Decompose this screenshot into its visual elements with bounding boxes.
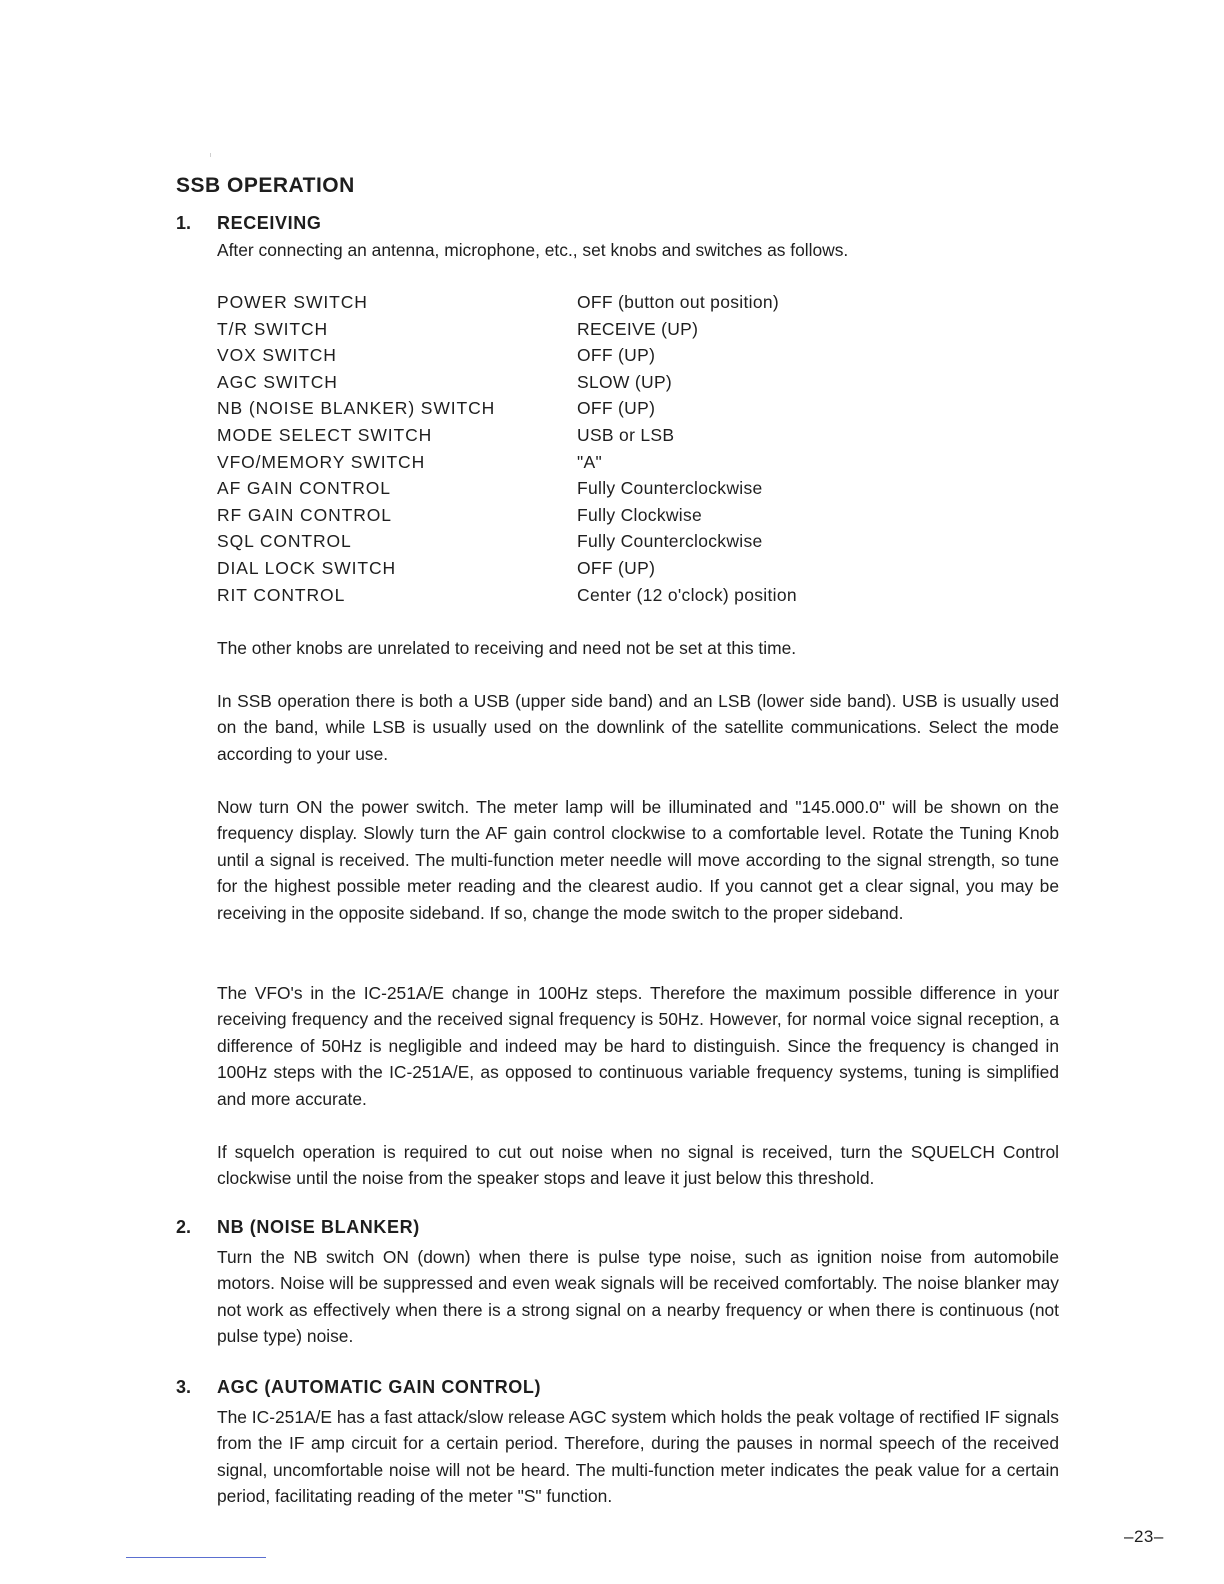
control-name: T/R SWITCH [217, 318, 329, 339]
settings-row [217, 395, 917, 422]
paragraph: The VFO's in the IC-251A/E change in 100Hz steps. Therefore the maximum possible difference in your receiving frequency and the received signal frequency is 50Hz. However, for normal voice signal reception, a difference of 50Hz is negligible and indeed may be hard to distinguish. Since the frequency is changed in 100Hz steps with the IC-251A/E, as opposed to continuous variable frequency systems, tuning is simplified and more accurate. [217, 983, 1059, 1109]
paragraph: The other knobs are unrelated to receiving and need not be set at this time. [217, 638, 797, 658]
control-setting: OFF (button out position) [577, 292, 780, 312]
control-name: SQL CONTROL [217, 531, 352, 552]
control-setting: OFF (UP) [577, 345, 656, 366]
settings-row [217, 475, 917, 502]
settings-table [217, 289, 917, 608]
control-name: AGC SWITCH [217, 371, 338, 392]
settings-row [217, 289, 917, 316]
paragraph: If squelch operation is required to cut out noise when no signal is received, turn the SQUELCH Control clockwise until the noise from the speaker stops and leave it just below this threshold. [217, 1142, 1059, 1189]
bottom-rule [126, 1557, 266, 1558]
settings-row [217, 369, 917, 396]
control-setting: OFF (UP) [577, 557, 656, 578]
section-3-number: 3. [176, 1377, 192, 1397]
settings-row [217, 449, 917, 476]
settings-row [217, 502, 917, 529]
control-name: DIAL LOCK SWITCH [217, 557, 397, 578]
control-name: AF GAIN CONTROL [217, 478, 391, 499]
scan-mark [210, 153, 211, 157]
page-title: SSB OPERATION [176, 174, 355, 197]
control-setting: SLOW (UP) [577, 371, 673, 392]
control-name: RF GAIN CONTROL [217, 504, 392, 525]
control-setting: USB or LSB [577, 424, 675, 445]
control-name: POWER SWITCH [217, 292, 368, 312]
paragraph: The IC-251A/E has a fast attack/slow release AGC system which holds the peak voltage of rectified IF signals from the IF amp circuit for a certain period. Therefore, during the pauses in normal speech of the received signal, uncomfortable noise will not be heard. The multi-function meter indicates the peak value for a certain period, facilitating reading of the meter "S" function. [217, 1407, 1059, 1507]
control-setting: RECEIVE (UP) [577, 318, 699, 339]
control-setting: Center (12 o'clock) position [577, 584, 797, 605]
control-name: RIT CONTROL [217, 584, 346, 605]
control-name: NB (NOISE BLANKER) SWITCH [217, 398, 496, 419]
control-setting: Fully Clockwise [577, 504, 703, 525]
control-setting: Fully Counterclockwise [577, 531, 763, 552]
control-setting: "A" [577, 451, 602, 472]
settings-row [217, 528, 917, 555]
section-2-heading: NB (NOISE BLANKER) [217, 1217, 420, 1237]
section-2-number: 2. [176, 1217, 192, 1237]
control-name: VOX SWITCH [217, 345, 337, 366]
section-1-number: 1. [176, 213, 192, 233]
paragraph: Now turn ON the power switch. The meter lamp will be illuminated and "145.000.0" will be shown on the frequency display. Slowly turn the AF gain control clockwise to a comfortable level. Rotate the Tuning Knob until a signal is received. The multi-function meter needle will move according to the signal strength, so tune for the highest possible meter reading and the clearest audio. If you cannot get a clear signal, you may be receiving in the opposite sideband. If so, change the mode switch to the proper sideband. [217, 797, 1059, 923]
settings-row [217, 316, 917, 343]
paragraph: Turn the NB switch ON (down) when there is pulse type noise, such as ignition noise from automobile motors. Noise will be suppressed and even weak signals will be received comfortably. The noise blanker may not work as effectively when there is a strong signal on a nearby frequency or when there is continuous (not pulse type) noise. [217, 1247, 1059, 1347]
paragraph: In SSB operation there is both a USB (upper side band) and an LSB (lower side band). USB is usually used on the band, while LSB is usually used on the downlink of the satellite communications. Select the mode according to your use. [217, 691, 1059, 764]
section-3-heading: AGC (AUTOMATIC GAIN CONTROL) [217, 1377, 542, 1397]
control-name: MODE SELECT SWITCH [217, 424, 433, 445]
settings-row [217, 342, 917, 369]
settings-row [217, 582, 917, 609]
control-setting: Fully Counterclockwise [577, 478, 763, 499]
settings-row [217, 422, 917, 449]
page-number: –23– [1124, 1527, 1164, 1546]
section-1-intro: After connecting an antenna, microphone, etc., set knobs and switches as follows. [217, 240, 849, 260]
control-name: VFO/MEMORY SWITCH [217, 451, 426, 472]
settings-row [217, 555, 917, 582]
section-1-heading: RECEIVING [217, 213, 322, 233]
control-setting: OFF (UP) [577, 398, 656, 419]
